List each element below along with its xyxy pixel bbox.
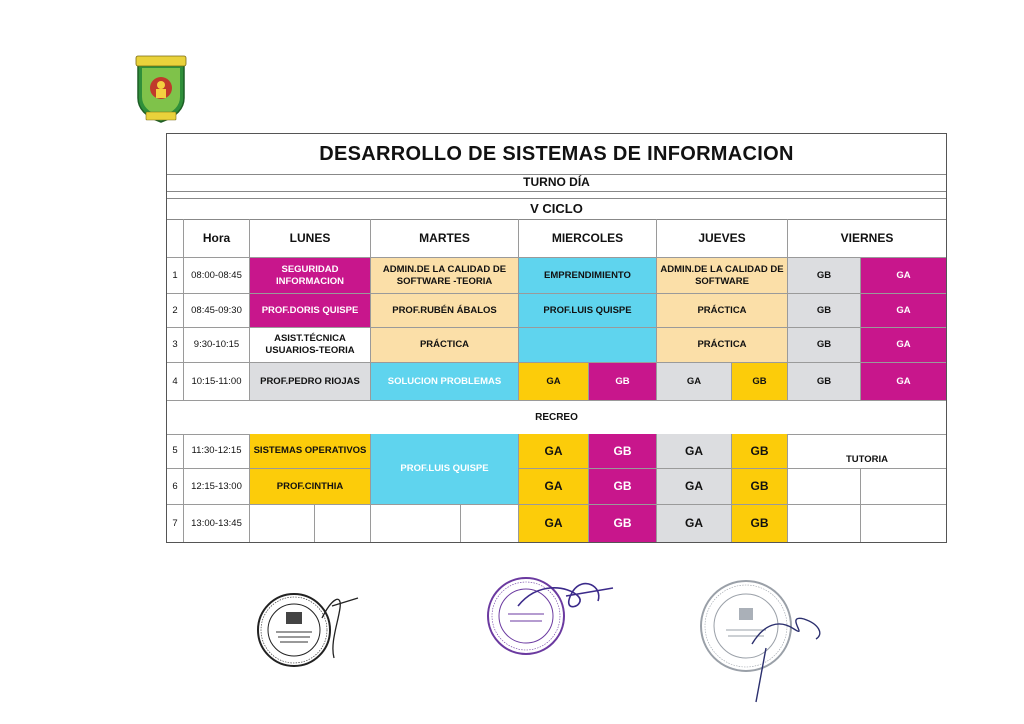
class-cell: PRÁCTICA bbox=[657, 328, 788, 363]
group-cell: GA bbox=[861, 363, 946, 401]
group-cell: GA bbox=[657, 434, 732, 469]
header-jueves: JUEVES bbox=[657, 219, 788, 258]
group-cell: GB bbox=[788, 363, 861, 401]
group-cell: GB bbox=[589, 505, 657, 542]
coordination-seal-stamp bbox=[252, 588, 362, 678]
class-cell: ADMIN.DE LA CALIDAD DE SOFTWARE -TEORIA bbox=[371, 258, 519, 294]
group-cell: GB bbox=[732, 505, 788, 542]
header-num bbox=[167, 219, 184, 258]
class-cell: ASIST.TÉCNICA USUARIOS-TEORIA bbox=[250, 328, 371, 363]
class-cell: PROF.LUIS QUISPE bbox=[371, 434, 519, 505]
group-cell: GA bbox=[861, 328, 946, 363]
empty-cell bbox=[250, 505, 315, 542]
row-number: 7 bbox=[167, 505, 184, 542]
group-cell: GA bbox=[657, 469, 732, 505]
empty-cell bbox=[861, 469, 946, 505]
group-cell: GA bbox=[519, 505, 589, 542]
row-number: 6 bbox=[167, 469, 184, 505]
tutoria-cell: TUTORIA bbox=[788, 434, 946, 469]
group-cell: GA bbox=[657, 505, 732, 542]
row-time: 11:30-12:15 bbox=[184, 434, 250, 469]
group-cell: GA bbox=[519, 434, 589, 469]
direction-seal-stamp bbox=[684, 574, 834, 704]
ciclo-label: V CICLO bbox=[167, 198, 946, 220]
row-number: 5 bbox=[167, 434, 184, 469]
group-cell: GB bbox=[589, 363, 657, 401]
class-cell: PRÁCTICA bbox=[657, 294, 788, 328]
group-cell: GA bbox=[657, 363, 732, 401]
row-time: 13:00-13:45 bbox=[184, 505, 250, 542]
class-cell: PROF.CINTHIA bbox=[250, 469, 371, 505]
row-number: 2 bbox=[167, 294, 184, 328]
row-time: 10:15-11:00 bbox=[184, 363, 250, 401]
group-cell: GB bbox=[788, 294, 861, 328]
class-cell: PROF.PEDRO RIOJAS bbox=[250, 363, 371, 401]
header-martes: MARTES bbox=[371, 219, 519, 258]
group-cell: GB bbox=[732, 469, 788, 505]
row-time: 08:00-08:45 bbox=[184, 258, 250, 294]
row-number: 3 bbox=[167, 328, 184, 363]
academic-head-seal-stamp bbox=[478, 566, 618, 666]
class-cell: PRÁCTICA bbox=[371, 328, 519, 363]
group-cell: GB bbox=[788, 258, 861, 294]
group-cell: GB bbox=[788, 328, 861, 363]
turno-label: TURNO DÍA bbox=[167, 174, 946, 192]
row-time: 08:45-09:30 bbox=[184, 294, 250, 328]
header-lunes: LUNES bbox=[250, 219, 371, 258]
empty-cell bbox=[371, 505, 461, 542]
schedule-sheet bbox=[166, 133, 947, 543]
empty-cell bbox=[788, 505, 861, 542]
group-cell: GA bbox=[861, 258, 946, 294]
class-cell-empty bbox=[519, 328, 657, 363]
row-number: 4 bbox=[167, 363, 184, 401]
group-cell: GA bbox=[519, 363, 589, 401]
row-time: 9:30-10:15 bbox=[184, 328, 250, 363]
class-cell: EMPRENDIMIENTO bbox=[519, 258, 657, 294]
group-cell: GB bbox=[589, 469, 657, 505]
class-cell: SEGURIDAD INFORMACION bbox=[250, 258, 371, 294]
group-cell: GB bbox=[589, 434, 657, 469]
group-cell: GA bbox=[519, 469, 589, 505]
group-cell: GB bbox=[732, 363, 788, 401]
class-cell: PROF.DORIS QUISPE bbox=[250, 294, 371, 328]
empty-cell bbox=[315, 505, 371, 542]
institute-logo bbox=[132, 50, 190, 126]
class-cell: PROF.LUIS QUISPE bbox=[519, 294, 657, 328]
class-cell: PROF.RUBÉN ÁBALOS bbox=[371, 294, 519, 328]
row-number: 1 bbox=[167, 258, 184, 294]
empty-cell bbox=[861, 505, 946, 542]
header-viernes: VIERNES bbox=[788, 219, 946, 258]
class-cell: ADMIN.DE LA CALIDAD DE SOFTWARE bbox=[657, 258, 788, 294]
recreo-row: RECREO bbox=[167, 401, 946, 435]
empty-cell bbox=[461, 505, 519, 542]
group-cell: GB bbox=[732, 434, 788, 469]
class-cell: SISTEMAS OPERATIVOS bbox=[250, 434, 371, 469]
header-hora: Hora bbox=[184, 219, 250, 258]
page-title: DESARROLLO DE SISTEMAS DE INFORMACION bbox=[167, 134, 946, 175]
group-cell: GA bbox=[861, 294, 946, 328]
row-time: 12:15-13:00 bbox=[184, 469, 250, 505]
header-miercoles: MIERCOLES bbox=[519, 219, 657, 258]
empty-cell bbox=[788, 469, 861, 505]
class-cell: SOLUCION PROBLEMAS bbox=[371, 363, 519, 401]
